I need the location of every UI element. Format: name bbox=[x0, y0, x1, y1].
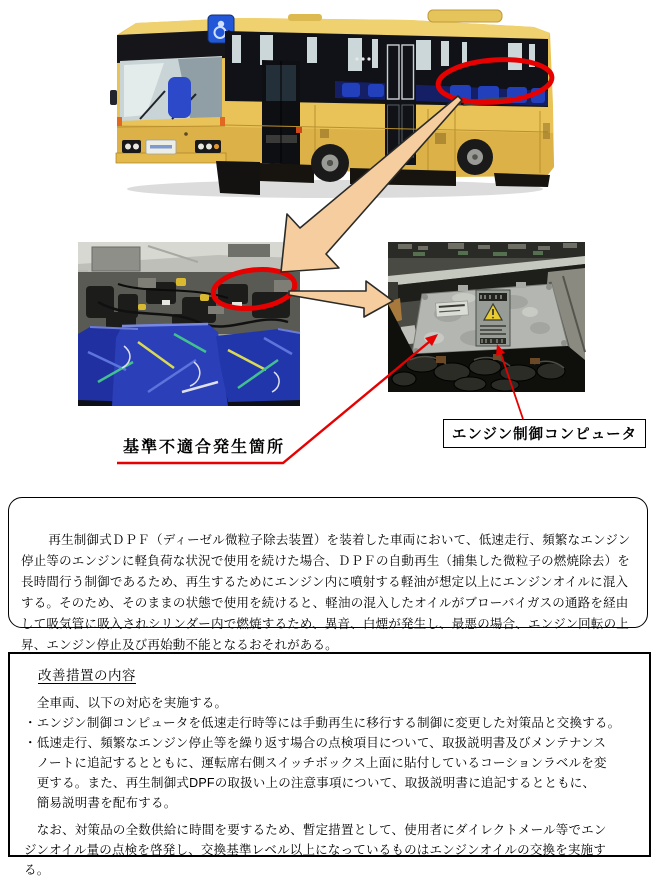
measures-line: 全車両、以下の対応を実施する。 bbox=[24, 696, 228, 710]
measures-line: ノートに追記するとともに、運転席右側スイッチボックス上面に貼付しているコーションラベルを変 bbox=[24, 756, 607, 770]
driver-seat bbox=[168, 77, 191, 118]
middle-door bbox=[385, 41, 416, 165]
measures-line: ・低速走行、頻繁なエンジン停止等を繰り返す場合の点検項目について、取扱説明書及びメンテナンス bbox=[24, 736, 607, 750]
measures-line: る。 bbox=[24, 863, 50, 877]
measures-title: 改善措置の内容 bbox=[38, 668, 136, 683]
bus-shadow bbox=[127, 180, 543, 198]
front-marker-left bbox=[117, 117, 122, 126]
measures-line: 更する。また、再生制御式DPFの取扱い上の注意事項について、取扱説明書に追記するとともに、 bbox=[24, 776, 596, 790]
engine-to-ecu-arrow bbox=[289, 281, 393, 317]
measures-line: ジンオイル量の点検を啓発し、交換基準レベル以上になっているものはエンジンオイルの交換を実施す bbox=[24, 843, 607, 857]
seat-backs bbox=[78, 324, 300, 406]
measures-line: ・エンジン制御コンピュータを低速走行時等には手動再生に移行する制御に変更した対策品と交換する。 bbox=[24, 716, 621, 730]
ecu-id-label bbox=[436, 301, 469, 317]
measures-line: 簡易説明書を配布する。 bbox=[24, 796, 177, 810]
ecu-photo bbox=[388, 242, 585, 392]
measures-box bbox=[8, 652, 651, 877]
ecu-label-box bbox=[443, 419, 646, 448]
measures-line: なお、対策品の全数供給に時間を要するため、暫定措置として、使用者にダイレクトメール等でエン bbox=[24, 823, 607, 837]
roof-vent bbox=[288, 14, 322, 21]
front-door bbox=[262, 60, 300, 165]
front-wheel bbox=[311, 144, 349, 182]
bus-photo bbox=[110, 5, 560, 205]
engine-bay-photo bbox=[78, 242, 300, 406]
ecu-label-text: エンジン制御コンピュータ bbox=[451, 427, 638, 443]
defect-location-caption: 基準不適合発生箇所 bbox=[123, 439, 286, 456]
defect-description-box bbox=[8, 497, 648, 652]
left-mirror bbox=[110, 90, 117, 105]
rear-wheel bbox=[457, 139, 493, 175]
ecu-caution-label bbox=[476, 290, 510, 346]
front-marker-right bbox=[220, 117, 225, 126]
roof-ac-unit bbox=[428, 10, 502, 22]
defect-description-text: 再生制御式ＤＰＦ（ディーゼル微粒子除去装置）を装着した車両において、低速走行、頻繁なエンジン停止等のエンジンに軽負荷な状況で使用を続けた場合、ＤＰＦの自動再生（捕集した微粒子の燃焼除去）を長時間行う制御であるため、再生するためにエンジン内に噴射する軽油が想定以上にエンジンオイルに混入する。そのため、そのままの状態で使用を続けると、軽油の混入したオイルがブローバイガスの通路を経由して吸気管に吸入されシリンダー内で燃焼するため、異音、白煙が発生し、最悪の場合、エンジン回転の上昇、エンジン停止及び再始動不能となるおそれがある。 bbox=[21, 533, 631, 652]
